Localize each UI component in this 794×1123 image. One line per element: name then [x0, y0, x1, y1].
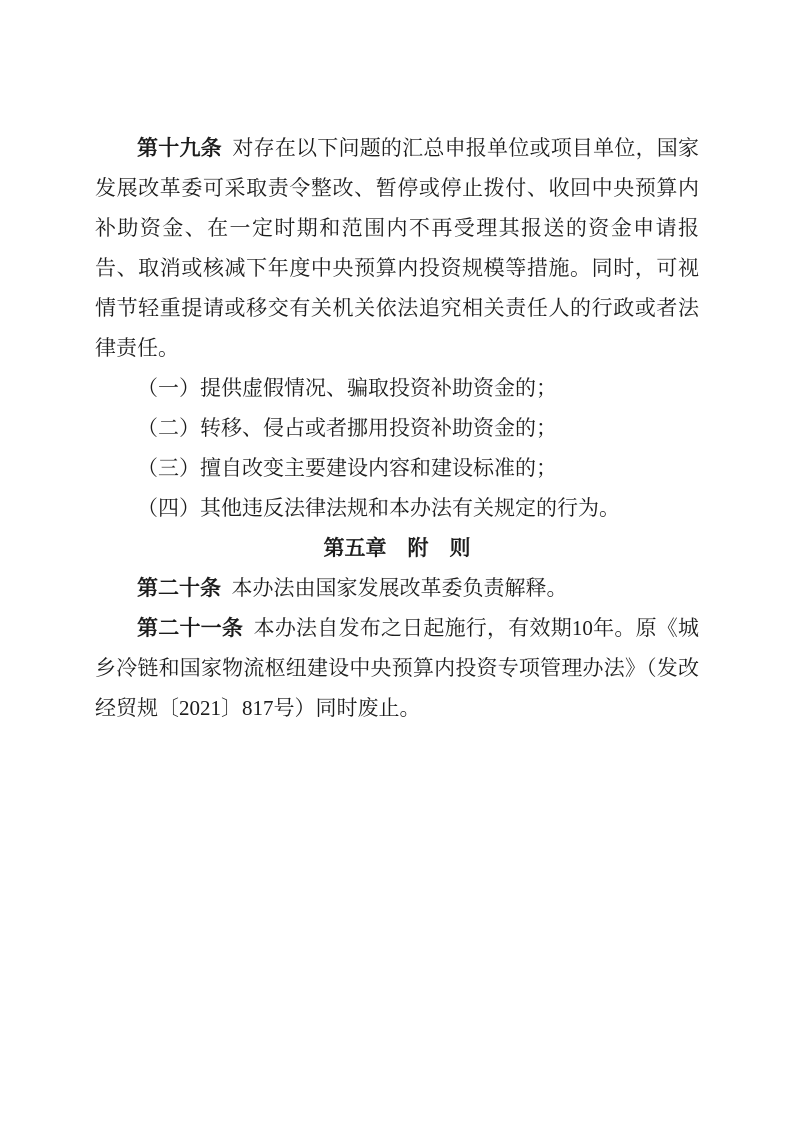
article-19-number: 第十九条	[137, 136, 222, 160]
article-20-number: 第二十条	[137, 576, 221, 600]
article-20-paragraph	[95, 568, 699, 608]
list-item-2: （二）转移、侵占或者挪用投资补助资金的；	[137, 416, 557, 440]
article-21-text: 本办法自发布之日起施行，有效期10年。原《城乡冷链和国家物流枢纽建设中央预算内投资专项管理办法》（发改经贸规〔2021〕817号）同时废止。	[95, 616, 700, 720]
article-19-paragraph	[95, 128, 699, 368]
list-item-3: （三）擅自改变主要建设内容和建设标准的；	[137, 456, 557, 480]
document-body	[95, 128, 699, 728]
chapter-5-heading: 第五章 附 则	[323, 536, 471, 560]
article-19-text: 对存在以下问题的汇总申报单位或项目单位，国家发展改革委可采取责令整改、暂停或停止拨付、收回中央预算内补助资金、在一定时期和范围内不再受理其报送的资金申请报告、取消或核减下年度中央预算内投资规模等措施。同时，可视情节轻重提请或移交有关机关依法追究相关责任人的行政或者法律责任。	[95, 136, 700, 360]
article-21-paragraph	[95, 608, 699, 728]
article-21-number: 第二十一条	[137, 616, 244, 640]
list-item-1: （一）提供虚假情况、骗取投资补助资金的；	[137, 376, 557, 400]
list-item-4: （四）其他违反法律法规和本办法有关规定的行为。	[137, 496, 620, 520]
article-20-text: 本办法由国家发展改革委负责解释。	[231, 576, 568, 600]
